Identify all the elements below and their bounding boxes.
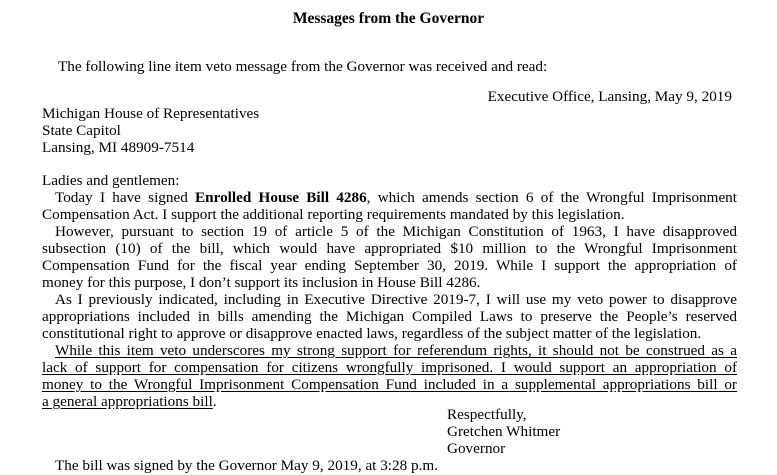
address-line-3: Lansing, MI 48909-7514: [42, 139, 195, 156]
para4-line-3: money to the Wrongful Imprisonment Compensation Fund included in a supplemental appropriations bill or: [42, 376, 737, 393]
bill-reference: Enrolled House Bill 4286: [195, 189, 367, 206]
para2-line-4: money for this purpose, I don’t support its inclusion in House Bill 4286.: [42, 274, 481, 291]
para2-line-3: Compensation Fund for the fiscal year ending September 30, 2019. While I support the appropriation of: [42, 257, 737, 274]
page-title: Messages from the Governor: [292, 10, 485, 27]
para4-line-4: a general appropriations bill.: [42, 393, 217, 410]
para2-line-2: subsection (10) of the bill, which would have appropriated $10 million to the Wrongful Imprisonment: [42, 240, 737, 257]
dateline: Executive Office, Lansing, May 9, 2019: [487, 88, 732, 105]
closing: Respectfully,: [447, 406, 527, 423]
para1-line-1: Today I have signed Enrolled House Bill 4286, which amends section 6 of the Wrongful Imprisonment: [55, 189, 737, 206]
para2-line-1: However, pursuant to section 19 of article 5 of the Michigan Constitution of 1963, I have disapproved: [55, 223, 737, 240]
signing-note: The bill was signed by the Governor May 9, 2019, at 3:28 p.m.: [55, 457, 439, 474]
address-line-1: Michigan House of Representatives: [42, 105, 260, 122]
para1-line-2: Compensation Act. I support the additional reporting requirements mandated by this legislation.: [42, 206, 625, 223]
para4-line-2: lack of support for compensation for citizens wrongfully imprisoned. I would support an appropriation of: [42, 359, 737, 376]
salutation: Ladies and gentlemen:: [42, 172, 180, 189]
letter-body: [42, 189, 737, 410]
signer-title: Governor: [447, 440, 506, 457]
signer-name: Gretchen Whitmer: [447, 423, 561, 440]
para3-line-3: constitutional right to approve or disapprove enacted laws, regardless of the subject matter of the legislation.: [42, 325, 702, 342]
para4-line-1: While this item veto underscores my strong support for referendum rights, it should not be construed as a: [55, 342, 737, 359]
intro-text: The following line item veto message from the Governor was received and read:: [58, 58, 548, 75]
address-line-2: State Capitol: [42, 122, 121, 139]
para3-line-2: appropriations included in bills amending the Michigan Compiled Laws to preserve the People’s reserved: [42, 308, 737, 325]
para3-line-1: As I previously indicated, including in Executive Directive 2019-7, I will use my veto power to disapprove: [55, 291, 737, 308]
